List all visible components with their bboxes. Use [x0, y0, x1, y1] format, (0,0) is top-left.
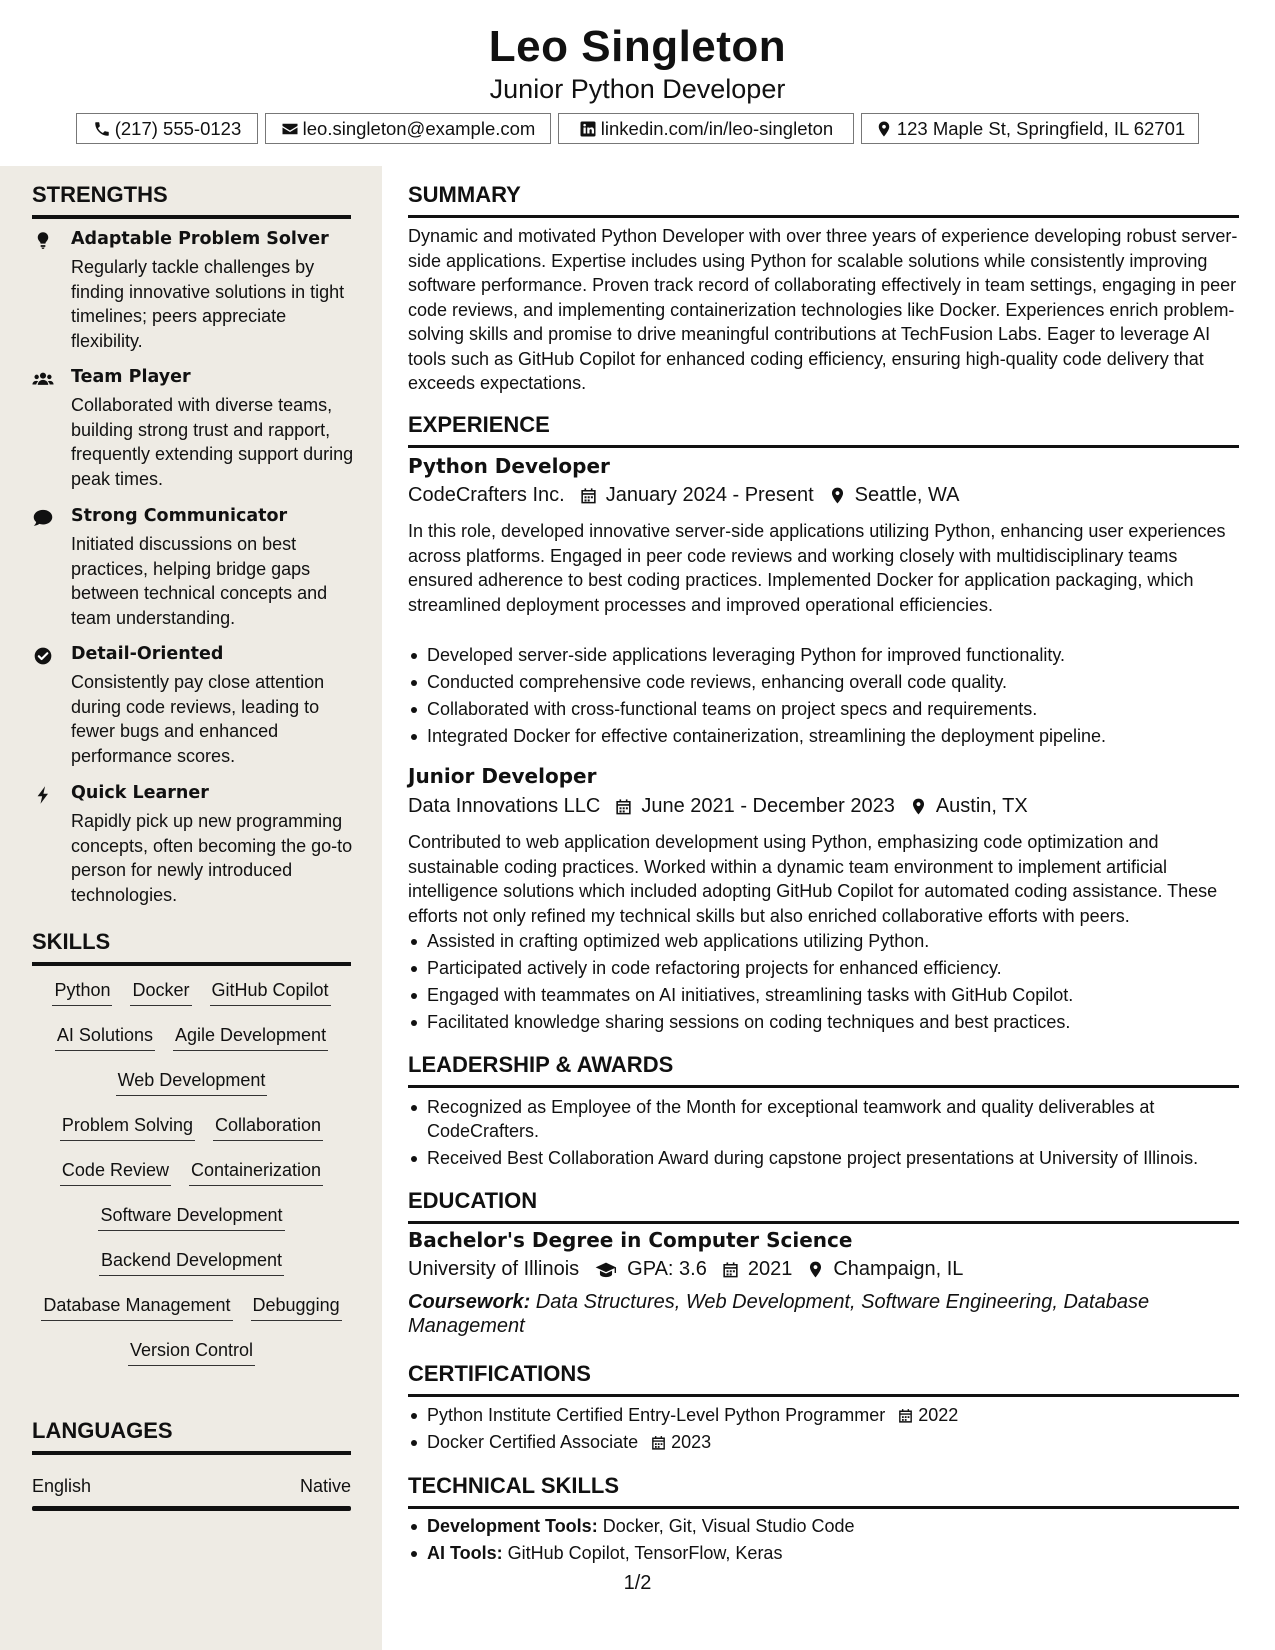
job-bullet: Engaged with teammates on AI initiatives, streamlining tasks with GitHub Copilot. [408, 983, 1238, 1007]
linkedin-icon [579, 120, 597, 138]
candidate-name: Leo Singleton [488, 22, 787, 71]
job-bullets [408, 643, 1238, 751]
certification-year: 2022 [918, 1405, 959, 1425]
skill-tag: GitHub Copilot [210, 980, 331, 1006]
job-bullet: Collaborated with cross-functional teams on project specs and requirements. [408, 697, 1238, 721]
email-text: leo.singleton@example.com [302, 117, 536, 139]
job-location: Seattle, WA [854, 484, 960, 506]
gpa: GPA: 3.6 [627, 1258, 707, 1280]
calendar-icon [579, 486, 598, 505]
language-level-bar [32, 1506, 351, 1511]
education-meta [408, 1258, 963, 1281]
strength-item [32, 644, 352, 764]
job-location: Austin, TX [935, 795, 1028, 817]
skill-tag: Code Review [60, 1160, 171, 1186]
resume-header [0, 0, 1275, 166]
skills-row [32, 1025, 351, 1051]
contact-linkedin[interactable] [558, 113, 854, 144]
award-item: Recognized as Employee of the Month for exceptional teamwork and quality deliverables at CodeCrafters. [408, 1095, 1238, 1143]
certifications-list [408, 1403, 1238, 1457]
skills-row [32, 1070, 351, 1096]
strength-title: Detail-Oriented [71, 644, 224, 664]
skill-tag: Python [52, 980, 112, 1006]
calendar-icon [614, 797, 633, 816]
job-title: Junior Developer [408, 764, 597, 788]
experience-heading: EXPERIENCE [408, 412, 1239, 448]
envelope-icon [281, 120, 299, 138]
technical-skills-list [408, 1514, 1238, 1568]
users-icon [32, 369, 54, 389]
technical-skill-label: Development Tools: [427, 1516, 598, 1536]
job-description: Contributed to web application development using Python, emphasizing code optimization and sustainable coding practices. Worked within a dynamic team environment to implement artificial intelligence solutions which included adopting GitHub Copilot for automated coding assistance. These efforts not only refined my technical skills but also enriched collaborative efforts with peers. [408, 832, 1218, 926]
strength-desc: Regularly tackle challenges by finding innovative solutions in tight timelines; peers appreciate flexibility. [71, 257, 345, 351]
strength-item [32, 506, 352, 626]
candidate-role: Junior Python Developer [489, 74, 786, 104]
technical-skill-label: AI Tools: [427, 1543, 503, 1563]
job-bullet: Conducted comprehensive code reviews, enhancing overall code quality. [408, 670, 1238, 694]
job-company: Data Innovations LLC [408, 795, 601, 817]
page-number: 1/2 [623, 1572, 652, 1594]
strength-item [32, 229, 352, 349]
job-dates: June 2021 - December 2023 [641, 795, 895, 817]
phone-text: (217) 555-0123 [114, 117, 242, 139]
job-bullet: Facilitated knowledge sharing sessions on coding techniques and best practices. [408, 1010, 1238, 1034]
graduation-year: 2021 [747, 1258, 793, 1280]
strength-desc: Collaborated with diverse teams, building strong trust and rapport, frequently extending support during peak times. [71, 395, 354, 489]
lightbulb-icon [32, 231, 54, 251]
phone-icon [93, 120, 111, 138]
graduation-cap-icon [593, 1260, 619, 1279]
job-company: CodeCrafters Inc. [408, 484, 565, 506]
map-pin-icon [875, 120, 893, 138]
skill-tag: Problem Solving [60, 1115, 195, 1141]
linkedin-text: linkedin.com/in/leo-singleton [600, 117, 834, 139]
language-row [32, 1476, 351, 1497]
skill-tag: Web Development [116, 1070, 268, 1096]
technical-skill-item [408, 1514, 1238, 1538]
certifications-heading: CERTIFICATIONS [408, 1361, 1239, 1397]
certification-year: 2023 [671, 1432, 712, 1452]
skill-tag: Software Development [98, 1205, 284, 1231]
job-dates: January 2024 - Present [605, 484, 814, 506]
check-circle-icon [32, 646, 54, 666]
strength-title: Strong Communicator [71, 506, 288, 526]
awards-list [408, 1095, 1238, 1173]
skill-tag: Collaboration [213, 1115, 323, 1141]
skills-row [32, 1115, 351, 1141]
calendar-icon [650, 1434, 667, 1451]
job-meta [408, 484, 960, 507]
strength-title: Adaptable Problem Solver [71, 229, 329, 249]
bolt-icon [32, 785, 54, 805]
skill-tag: Containerization [189, 1160, 323, 1186]
address-text: 123 Maple St, Springfield, IL 62701 [896, 117, 1186, 139]
calendar-icon [897, 1407, 914, 1424]
coursework [408, 1290, 1208, 1338]
education-heading: EDUCATION [408, 1188, 1239, 1224]
job-bullet: Integrated Docker for effective containerization, streamlining the deployment pipeline. [408, 724, 1238, 748]
strength-desc: Consistently pay close attention during code reviews, leading to fewer bugs and enhanced performance scores. [71, 672, 325, 766]
skills-row [32, 1250, 351, 1276]
strength-title: Quick Learner [71, 783, 209, 803]
skills-row [32, 1160, 351, 1186]
job-meta [408, 795, 1028, 818]
languages-heading: LANGUAGES [32, 1418, 351, 1455]
award-item: Received Best Collaboration Award during capstone project presentations at University of Illinois. [408, 1146, 1238, 1170]
skills-heading: SKILLS [32, 929, 351, 966]
certification-name: Python Institute Certified Entry-Level Python Programmer [427, 1405, 886, 1425]
job-title: Python Developer [408, 454, 610, 478]
skill-tag: Debugging [251, 1295, 342, 1321]
skill-tag: Database Management [41, 1295, 232, 1321]
summary-text: Dynamic and motivated Python Developer with over three years of experience developing robust server-side applications. Expertise includes using Python for scalable solutions while consistently improving software performance. Proven track record of collaborating effectively in team settings, engaging in peer code reviews, and implementing containerization technologies like Docker. Experiences enrich problem-solving skills and promise to drive meaningful contributions at TechFusion Labs. Eager to leverage AI tools such as GitHub Copilot for enhanced coding efficiency, ensuring high-quality code delivery that exceeds expectations. [408, 226, 1238, 393]
skills-row [32, 1205, 351, 1231]
job-bullet: Assisted in crafting optimized web applications utilizing Python. [408, 929, 1238, 953]
skill-tag: Agile Development [173, 1025, 328, 1051]
language-level: Native [299, 1476, 351, 1496]
technical-skills-heading: TECHNICAL SKILLS [408, 1473, 1239, 1509]
strength-title: Team Player [71, 367, 191, 387]
strengths-heading: STRENGTHS [32, 182, 351, 219]
strength-item [32, 783, 352, 903]
technical-skill-item [408, 1541, 1238, 1565]
map-pin-icon [909, 797, 928, 816]
school-name: University of Illinois [408, 1258, 580, 1280]
coursework-list: Data Structures, Web Development, Software Engineering, Database Management [408, 1291, 1150, 1337]
skills-row [32, 1340, 351, 1366]
map-pin-icon [806, 1260, 825, 1279]
technical-skill-value: Docker, Git, Visual Studio Code [597, 1516, 855, 1536]
strength-item [32, 367, 352, 487]
coursework-label: Coursework: [408, 1291, 531, 1313]
contact-bar [0, 113, 1275, 144]
job-bullet: Participated actively in code refactoring projects for enhanced efficiency. [408, 956, 1238, 980]
skill-tag: Backend Development [99, 1250, 284, 1276]
job-bullets [408, 929, 1238, 1037]
awards-heading: LEADERSHIP & AWARDS [408, 1052, 1239, 1088]
skill-tag: Version Control [128, 1340, 255, 1366]
school-location: Champaign, IL [833, 1258, 964, 1280]
job-description: In this role, developed innovative server-side applications utilizing Python, enhancing user experiences across platforms. Engaged in peer code reviews and working closely with multidisciplinary teams ensured adherence to best coding practices. Implemented Docker for application packaging, which streamlined deployment processes and improved operational efficiencies. [408, 521, 1226, 615]
contact-phone[interactable] [76, 113, 258, 144]
strength-desc: Rapidly pick up new programming concepts, often becoming the go-to person for newly introduced technologies. [71, 811, 353, 905]
summary-heading: SUMMARY [408, 182, 1239, 218]
comment-icon [32, 508, 54, 528]
job-bullet: Developed server-side applications leveraging Python for improved functionality. [408, 643, 1238, 667]
certification-name: Docker Certified Associate [427, 1432, 639, 1452]
strength-desc: Initiated discussions on best practices, helping bridge gaps between technical concepts and team understanding. [71, 534, 328, 628]
skills-row [32, 980, 351, 1006]
contact-address[interactable] [861, 113, 1199, 144]
skill-tag: Docker [130, 980, 191, 1006]
language-name: English [32, 1476, 92, 1496]
skills-row [32, 1295, 351, 1321]
calendar-icon [721, 1260, 740, 1279]
map-pin-icon [828, 486, 847, 505]
technical-skill-value: GitHub Copilot, TensorFlow, Keras [502, 1543, 783, 1563]
skill-tag: AI Solutions [55, 1025, 155, 1051]
degree-title: Bachelor's Degree in Computer Science [408, 1228, 853, 1252]
certification-item [408, 1403, 1238, 1427]
contact-email[interactable] [265, 113, 551, 144]
certification-item [408, 1430, 1238, 1454]
